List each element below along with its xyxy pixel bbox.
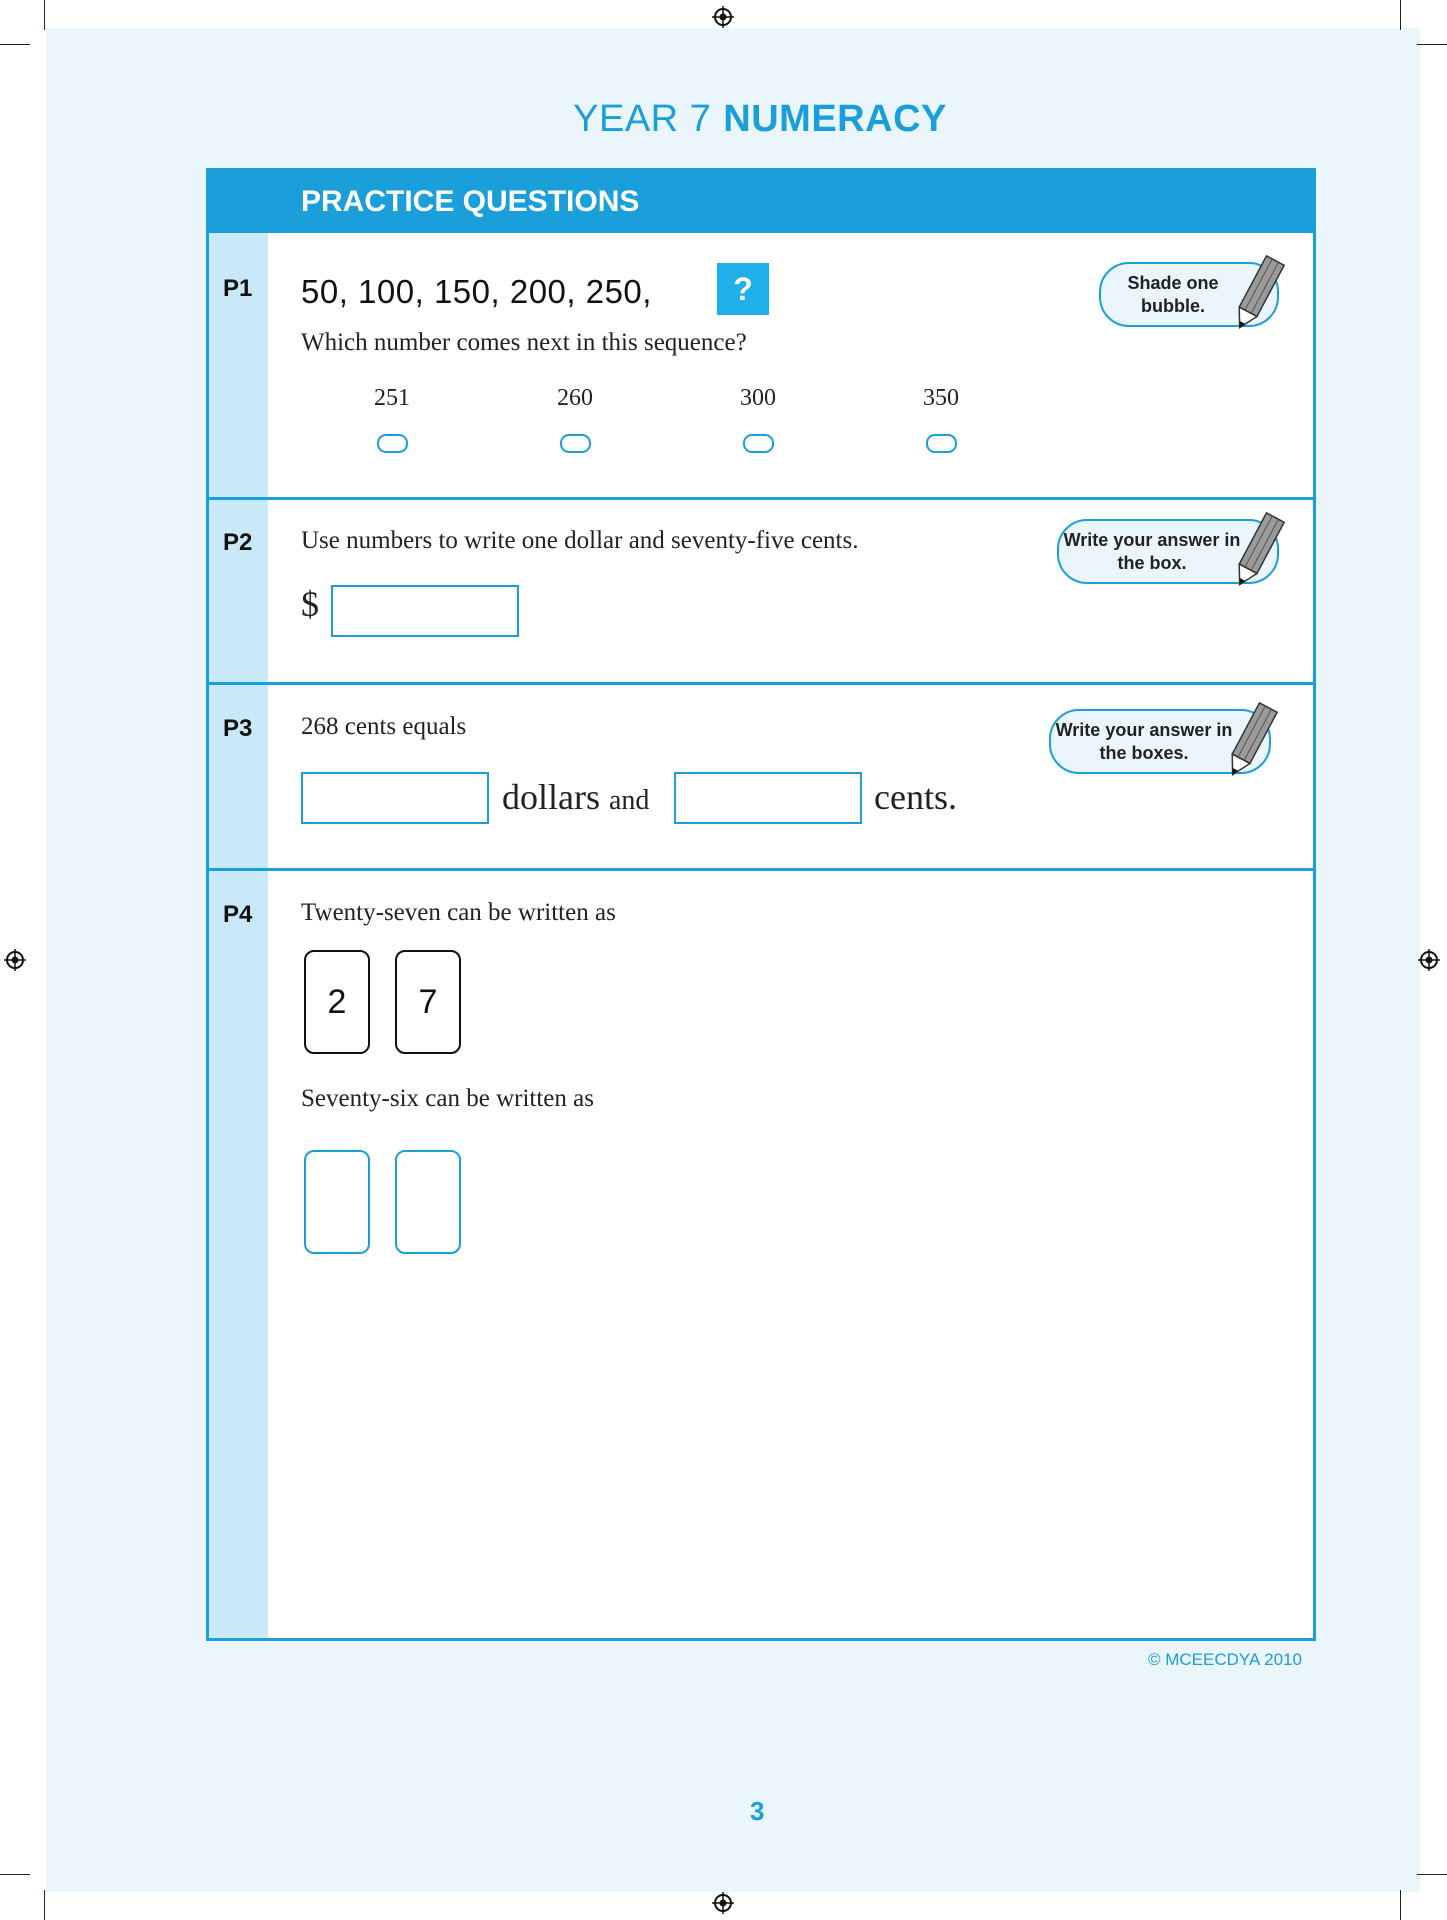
answer-card-ones[interactable] xyxy=(395,1150,461,1254)
instruction-text: Write your answer in the boxes. xyxy=(1055,720,1233,763)
cents-answer-box[interactable] xyxy=(674,772,862,824)
pencil-icon xyxy=(1227,254,1287,336)
question-number: P3 xyxy=(223,715,253,742)
questions-panel xyxy=(206,168,1316,1641)
answer-bubble-251[interactable] xyxy=(377,434,408,453)
question-number: P1 xyxy=(223,275,253,302)
digit-card-ones: 7 xyxy=(395,950,461,1054)
and-word: and xyxy=(608,785,650,816)
dollar-answer-box[interactable] xyxy=(331,585,519,637)
registration-mark-icon xyxy=(712,1892,734,1914)
registration-mark-icon xyxy=(712,6,734,28)
answer-card-tens[interactable] xyxy=(304,1150,370,1254)
trim-mark xyxy=(1417,44,1447,45)
question-number: P2 xyxy=(223,529,253,556)
option-label: 350 xyxy=(923,385,959,411)
question-number: P4 xyxy=(223,901,253,928)
answer-bubble-300[interactable] xyxy=(743,434,774,453)
cents-label: cents. xyxy=(874,777,957,817)
instruction-text: Shade one bubble. xyxy=(1127,273,1219,316)
page-title xyxy=(0,98,1447,141)
title-year: YEAR 7 xyxy=(573,98,712,140)
answer-bubble-260[interactable] xyxy=(560,434,591,453)
pencil-icon xyxy=(1227,511,1287,593)
instruction-text: Write your answer in the box. xyxy=(1063,530,1241,573)
question-divider xyxy=(209,682,1313,685)
number-sequence: 50, 100, 150, 200, 250, xyxy=(301,273,652,310)
option-label: 260 xyxy=(557,385,593,411)
question-prompt: Seventy-six can be written as xyxy=(301,1085,594,1112)
question-prompt: 268 cents equals xyxy=(301,713,467,740)
section-title: PRACTICE QUESTIONS xyxy=(301,185,640,218)
question-divider xyxy=(209,868,1313,871)
option-label: 251 xyxy=(374,385,410,411)
trim-mark xyxy=(44,0,45,30)
trim-mark xyxy=(1417,1874,1447,1875)
question-prompt: Use numbers to write one dollar and seventy-five cents. xyxy=(301,527,859,554)
dollars-label xyxy=(502,776,649,818)
trim-mark xyxy=(0,1874,30,1875)
question-prompt: Twenty-seven can be written as xyxy=(301,899,616,926)
trim-mark xyxy=(44,1890,45,1920)
trim-mark xyxy=(1400,0,1401,30)
trim-mark xyxy=(1400,1890,1401,1920)
copyright-notice: © MCEECDYA 2010 xyxy=(1148,1650,1302,1669)
digit-card-tens: 2 xyxy=(304,950,370,1054)
dollars-word: dollars xyxy=(502,777,600,817)
title-subject: NUMERACY xyxy=(723,98,947,140)
option-label: 300 xyxy=(740,385,776,411)
question-prompt: Which number comes next in this sequence? xyxy=(301,329,747,356)
currency-symbol: $ xyxy=(301,584,319,624)
page-number: 3 xyxy=(750,1796,765,1826)
question-divider xyxy=(209,497,1313,500)
registration-mark-icon xyxy=(1418,949,1440,971)
dollars-answer-box[interactable] xyxy=(301,772,489,824)
answer-bubble-350[interactable] xyxy=(926,434,957,453)
pencil-icon xyxy=(1220,701,1280,783)
registration-mark-icon xyxy=(4,949,26,971)
trim-mark xyxy=(0,44,30,45)
question-number-gutter xyxy=(209,233,268,1638)
section-header xyxy=(209,171,1313,233)
unknown-number-box: ? xyxy=(717,263,769,315)
